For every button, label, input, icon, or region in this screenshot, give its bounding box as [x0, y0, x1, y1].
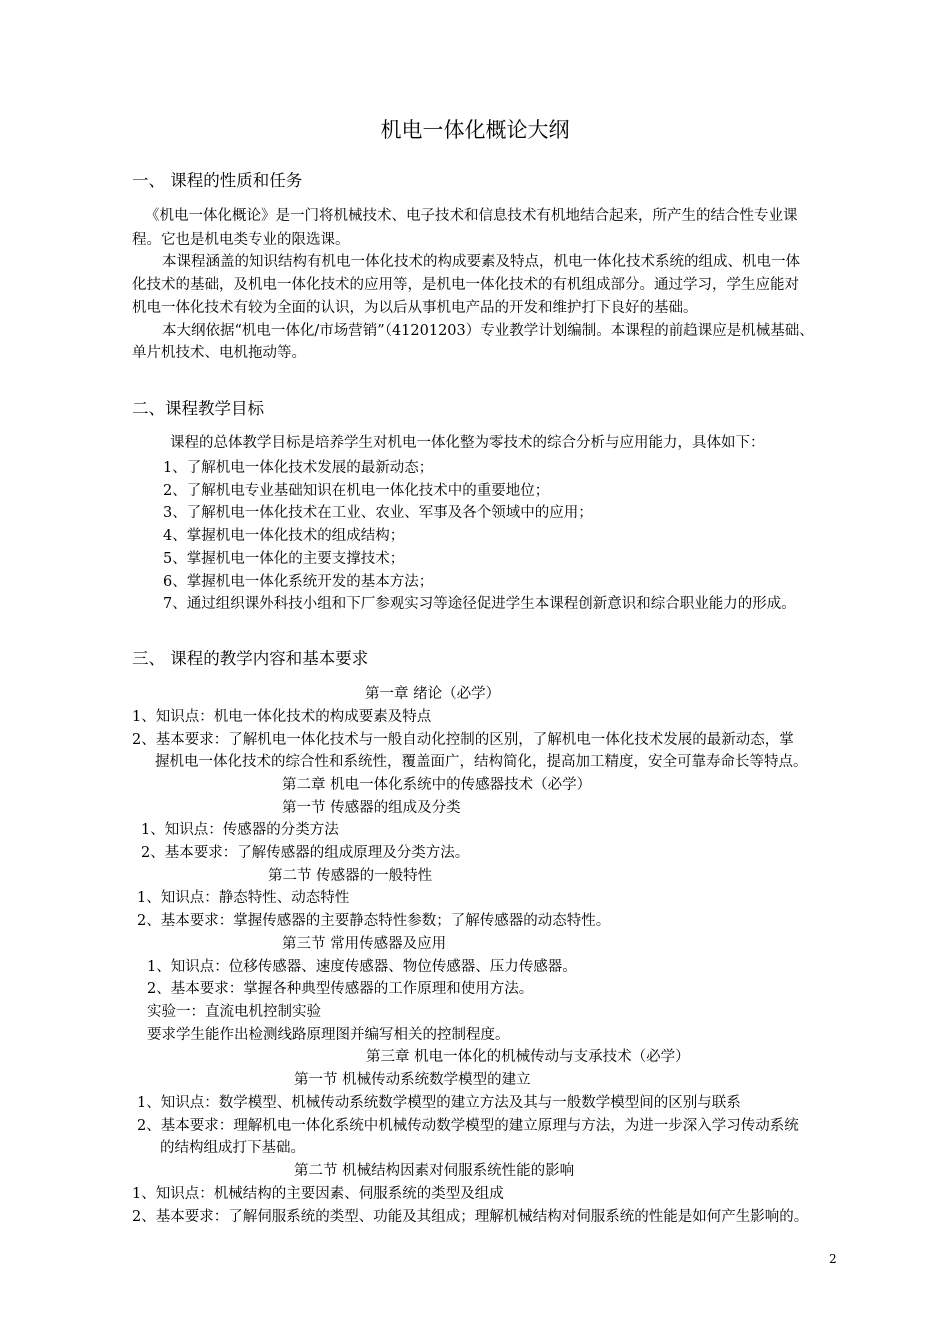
ch1-requirement-line-1: 2、基本要求：了解机电一体化技术与一般自动化控制的区别，了解机电一体化技术发展的最新动态，掌: [132, 732, 794, 748]
ch2-sec2-requirement: 2、基本要求：掌握传感器的主要静态特性参数；了解传感器的动态特性。: [137, 913, 611, 929]
ch2-sec1-requirement: 2、基本要求：了解传感器的组成原理及分类方法。: [141, 845, 470, 861]
s1-p1-line-1: 《机电一体化概论》是一门将机械技术、电子技术和信息技术有机地结合起来，所产生的结合性专业课: [145, 208, 798, 224]
ch2-sec3-title: 第三节 常用传感器及应用: [282, 936, 447, 952]
s1-p1-line-2: 程。它也是机电类专业的限选课。: [132, 232, 350, 248]
ch3-sec1-requirement-line-2: 的结构组成打下基础。: [160, 1140, 305, 1156]
ch2-sec3-knowledge: 1、知识点：位移传感器、速度传感器、物位传感器、压力传感器。: [147, 959, 577, 975]
s1-p2-line-2: 化技术的基础，及机电一体化技术的应用等，是机电一体化技术的有机组成部分。通过学习，学生应能对: [132, 277, 799, 293]
s1-p3-line-1: 本大纲依据“机电一体化/市场营销”（41201203）专业教学计划编制。本课程的前趋课应是机械基础、: [162, 323, 814, 339]
s2-item-7: 7、通过组织课外科技小组和下厂参观实习等途径促进学生本课程创新意识和综合职业能力的形成。: [163, 596, 796, 612]
ch2-sec1-title: 第一节 传感器的组成及分类: [282, 800, 461, 816]
s1-p3-line-2: 单片机技术、电机拖动等。: [132, 345, 306, 361]
s2-intro: 课程的总体教学目标是培养学生对机电一体化整为零技术的综合分析与应用能力，具体如下：: [170, 435, 765, 451]
s2-item-3: 3、了解机电一体化技术在工业、农业、军事及各个领域中的应用；: [163, 505, 593, 521]
ch3-sec2-knowledge: 1、知识点：机械结构的主要因素、伺服系统的类型及组成: [132, 1186, 504, 1202]
s2-item-1: 1、了解机电一体化技术发展的最新动态；: [163, 460, 434, 476]
ch3-sec1-title: 第一节 机械传动系统数学模型的建立: [294, 1072, 531, 1088]
ch2-sec1-knowledge: 1、知识点：传感器的分类方法: [141, 822, 339, 838]
ch2-sec3-requirement: 2、基本要求：掌握各种典型传感器的工作原理和使用方法。: [147, 981, 534, 997]
ch2-lab: 实验一：直流电机控制实验: [147, 1004, 321, 1020]
section-3-heading: 三、 课程的教学内容和基本要求: [132, 649, 369, 668]
ch1-knowledge: 1、知识点：机电一体化技术的构成要素及特点: [132, 709, 432, 725]
page-number: 2: [829, 1252, 837, 1266]
ch2-sec2-knowledge: 1、知识点：静态特性、动态特性: [137, 890, 350, 906]
s1-p2-line-1: 本课程涵盖的知识结构有机电一体化技术的构成要素及特点，机电一体化技术系统的组成、机电一体: [162, 254, 800, 270]
s2-item-2: 2、了解机电专业基础知识在机电一体化技术中的重要地位；: [163, 483, 550, 499]
s2-item-5: 5、掌握机电一体化的主要支撑技术；: [163, 551, 405, 567]
ch3-sec2-title: 第二节 机械结构因素对伺服系统性能的影响: [294, 1163, 575, 1179]
chapter-2-title: 第二章 机电一体化系统中的传感器技术（必学）: [282, 777, 592, 793]
chapter-3-title: 第三章 机电一体化的机械传动与支承技术（必学）: [366, 1049, 690, 1065]
ch2-lab-requirement: 要求学生能作出检测线路原理图并编写相关的控制程度。: [147, 1027, 510, 1043]
ch2-sec2-title: 第二节 传感器的一般特性: [268, 868, 433, 884]
s2-item-4: 4、掌握机电一体化技术的组成结构；: [163, 528, 405, 544]
ch1-requirement-line-2: 握机电一体化技术的综合性和系统性，覆盖面广，结构简化，提高加工精度，安全可靠寿命长等特点。: [155, 754, 808, 770]
s2-item-6: 6、掌握机电一体化系统开发的基本方法；: [163, 574, 434, 590]
ch3-sec1-knowledge: 1、知识点：数学模型、机械传动系统数学模型的建立方法及其与一般数学模型间的区别与联系: [137, 1095, 741, 1111]
chapter-1-title: 第一章 绪论（必学）: [365, 686, 501, 702]
document-title: 机电一体化概论大纲: [380, 118, 570, 142]
section-1-heading: 一、 课程的性质和任务: [132, 171, 303, 190]
s1-p2-line-3: 机电一体化技术有较为全面的认识，为以后从事机电产品的开发和维护打下良好的基础。: [132, 300, 698, 316]
ch3-sec2-requirement: 2、基本要求：了解伺服系统的类型、功能及其组成；理解机械结构对伺服系统的性能是如何产生影响的。: [132, 1209, 809, 1225]
ch3-sec1-requirement-line-1: 2、基本要求：理解机电一体化系统中机械传动数学模型的建立原理与方法，为进一步深入学习传动系统: [137, 1118, 799, 1134]
section-2-heading: 二、课程教学目标: [132, 399, 264, 418]
